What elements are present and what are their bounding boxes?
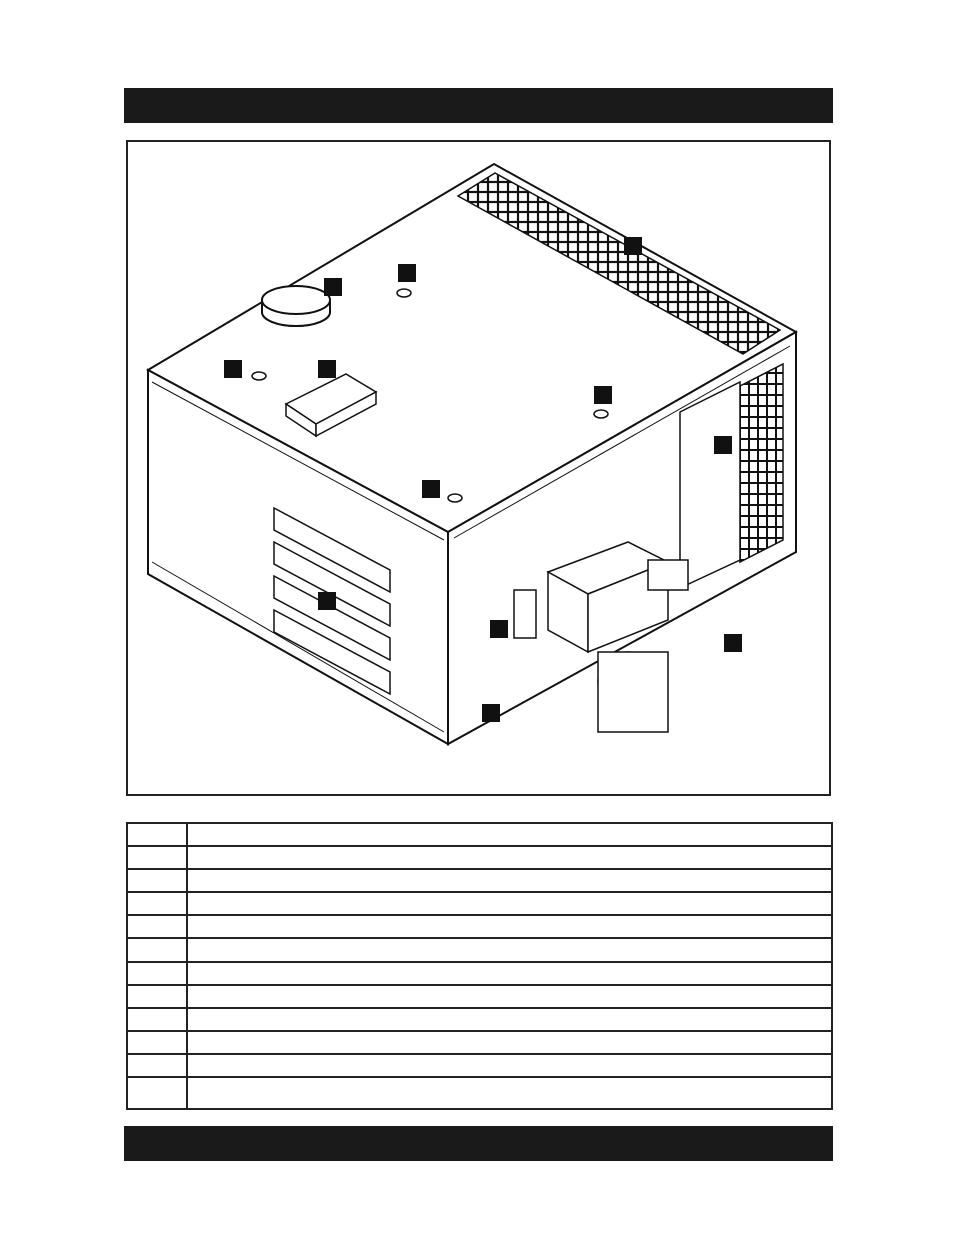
row-number [128,1078,188,1108]
row-description [188,1032,831,1053]
row-description [188,963,831,984]
row-description [188,1055,831,1076]
row-description [188,1078,831,1108]
row-number [128,1009,188,1030]
footer-bar [124,1126,833,1161]
row-description [188,870,831,891]
row-description [188,1009,831,1030]
side-grille [740,364,783,562]
table-row [128,1078,831,1108]
table-row [128,1009,831,1032]
row-description [188,824,831,845]
callout-marker [318,360,336,378]
switch [514,590,536,638]
callout-marker [224,360,242,378]
callout-marker [624,237,642,255]
filter-panel [680,382,740,588]
row-description [188,986,831,1007]
table-row [128,870,831,893]
callout-marker [724,634,742,652]
row-number [128,870,188,891]
row-number [128,963,188,984]
callout-marker [594,386,612,404]
row-description [188,893,831,914]
table-row [128,824,831,847]
table-row [128,1055,831,1078]
table-row [128,963,831,986]
table-row [128,939,831,963]
row-number [128,824,188,845]
table-row [128,893,831,916]
row-description [188,916,831,937]
table-row [128,847,831,870]
heater-illustration [128,142,829,794]
row-description [188,847,831,868]
table-row [128,916,831,939]
callout-marker [398,264,416,282]
parts-table [126,822,833,1110]
callout-marker [490,620,508,638]
callout-marker [318,592,336,610]
row-number [128,986,188,1007]
row-number [128,1055,188,1076]
callout-marker [714,436,732,454]
row-number [128,939,188,961]
row-number [128,1032,188,1053]
row-number [128,916,188,937]
table-row [128,1032,831,1055]
row-number [128,847,188,868]
callout-marker [482,704,500,722]
callout-marker [324,278,342,296]
table-row [128,986,831,1009]
figure-frame [126,140,831,796]
callout-marker [422,480,440,498]
burner [548,542,688,732]
header-bar [124,88,833,123]
row-description [188,939,831,961]
row-number [128,893,188,914]
